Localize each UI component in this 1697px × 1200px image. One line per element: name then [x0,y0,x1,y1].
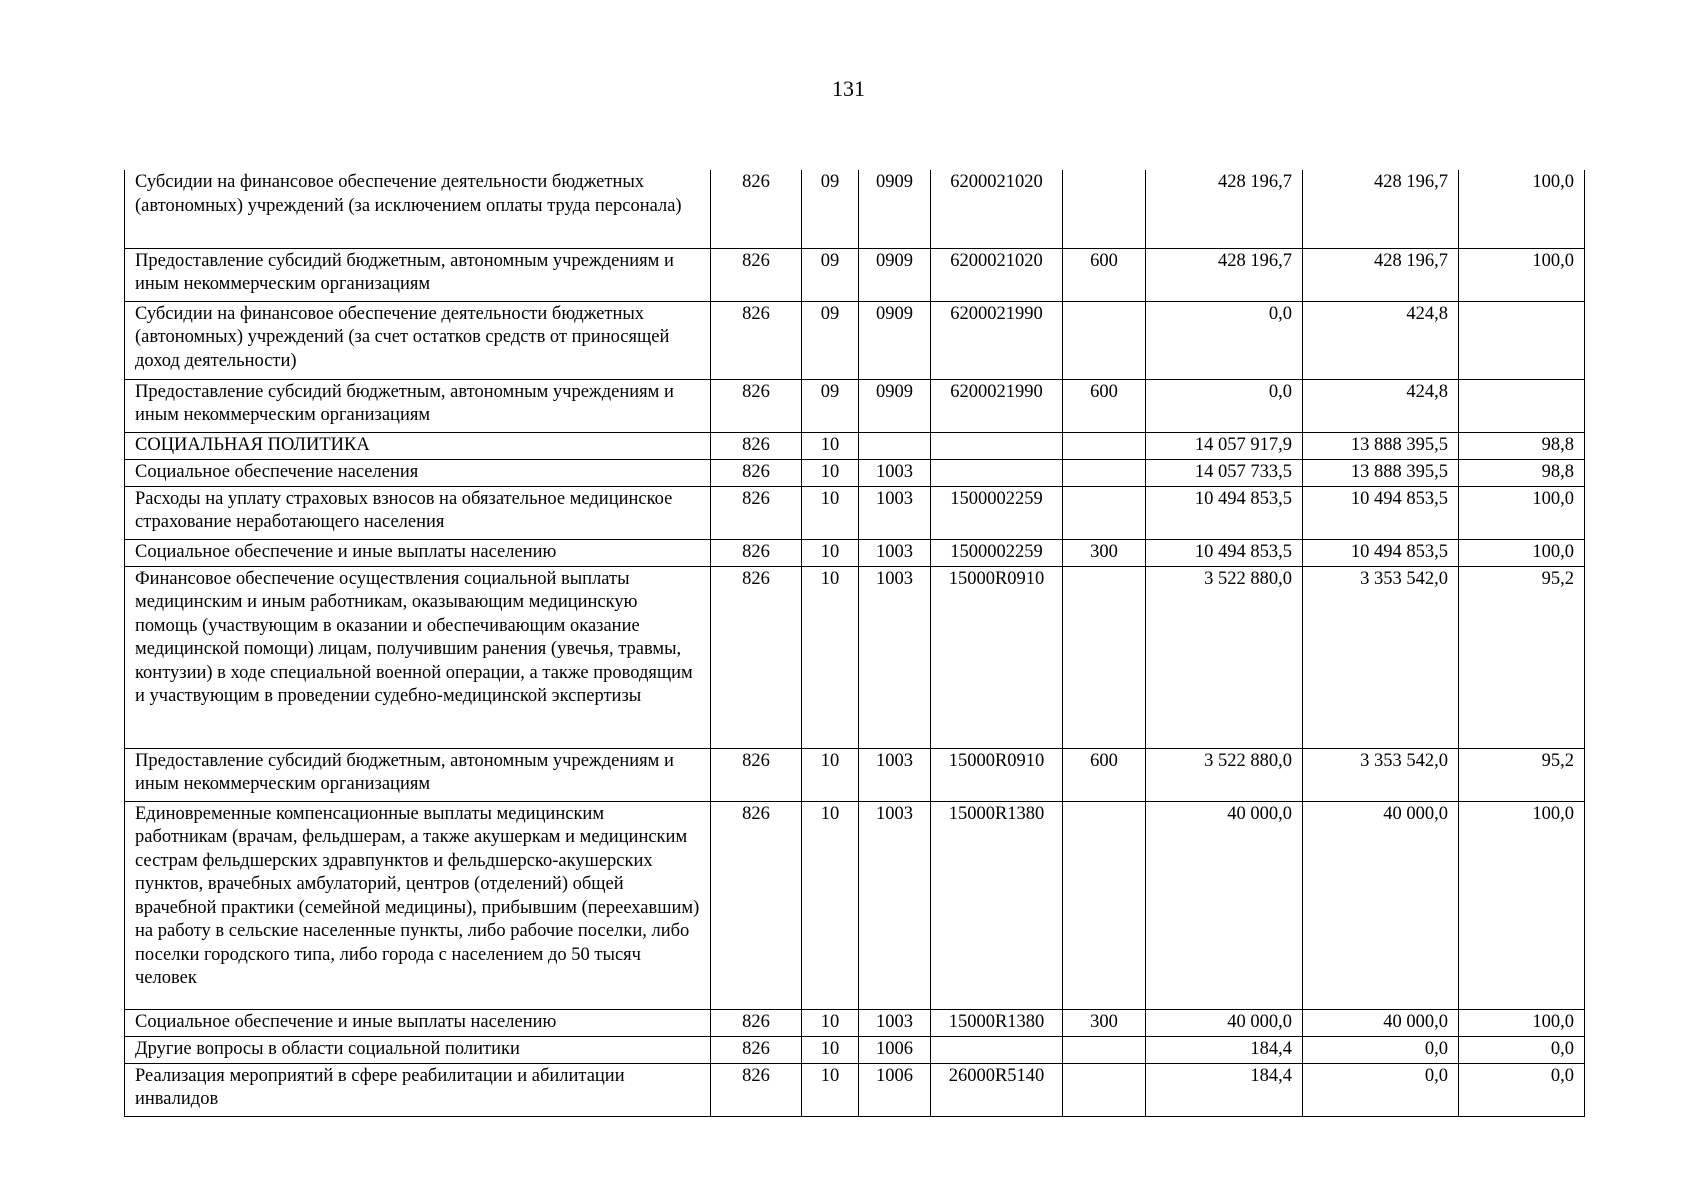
row-section-code: 10 [802,566,859,748]
row-plan-amount: 40 000,0 [1146,1009,1303,1036]
row-name: Субсидии на финансовое обеспечение деятельности бюджетных (автономных) учреждений (за счет остатков средств от приносящей доход деятельности) [125,301,711,379]
table-row [125,801,1585,1009]
row-target-article-code: 6200021020 [931,248,1063,301]
row-target-article-code: 26000R5140 [931,1063,1063,1116]
row-execution-percent: 95,2 [1459,748,1585,801]
row-plan-amount: 14 057 733,5 [1146,459,1303,486]
row-subsection-code: 1006 [859,1036,931,1063]
row-expense-type-code [1063,486,1146,539]
row-subsection-code: 0909 [859,248,931,301]
row-name: Социальное обеспечение и иные выплаты населению [125,1009,711,1036]
table-row [125,301,1585,379]
table-row [125,566,1585,748]
table-row [125,379,1585,432]
row-plan-amount: 3 522 880,0 [1146,566,1303,748]
row-grbs-code: 826 [711,170,802,248]
row-execution-percent: 95,2 [1459,566,1585,748]
row-execution-percent: 98,8 [1459,459,1585,486]
budget-execution-table [124,170,1585,1117]
row-subsection-code: 0909 [859,379,931,432]
row-expense-type-code: 600 [1063,248,1146,301]
row-plan-amount: 14 057 917,9 [1146,432,1303,459]
row-target-article-code [931,1036,1063,1063]
row-grbs-code: 826 [711,486,802,539]
row-fact-amount: 40 000,0 [1303,1009,1459,1036]
row-subsection-code: 1003 [859,566,931,748]
row-grbs-code: 826 [711,459,802,486]
row-execution-percent: 100,0 [1459,248,1585,301]
row-expense-type-code [1063,801,1146,1009]
row-section-code: 10 [802,432,859,459]
row-expense-type-code [1063,1036,1146,1063]
row-target-article-code: 15000R0910 [931,566,1063,748]
row-target-article-code [931,459,1063,486]
row-target-article-code: 1500002259 [931,539,1063,566]
row-execution-percent: 0,0 [1459,1036,1585,1063]
row-section-code: 09 [802,248,859,301]
row-grbs-code: 826 [711,566,802,748]
row-grbs-code: 826 [711,1036,802,1063]
row-target-article-code: 6200021990 [931,301,1063,379]
row-target-article-code: 6200021020 [931,170,1063,248]
row-plan-amount: 40 000,0 [1146,801,1303,1009]
row-expense-type-code [1063,432,1146,459]
table-row [125,486,1585,539]
row-name: Реализация мероприятий в сфере реабилитации и абилитации инвалидов [125,1063,711,1116]
row-fact-amount: 13 888 395,5 [1303,432,1459,459]
row-section-code: 10 [802,1009,859,1036]
table-row [125,459,1585,486]
row-name: Предоставление субсидий бюджетным, автономным учреждениям и иным некоммерческим организациям [125,379,711,432]
row-fact-amount: 3 353 542,0 [1303,566,1459,748]
row-fact-amount: 428 196,7 [1303,248,1459,301]
row-expense-type-code [1063,170,1146,248]
row-execution-percent: 0,0 [1459,1063,1585,1116]
row-subsection-code [859,432,931,459]
row-expense-type-code: 300 [1063,539,1146,566]
row-fact-amount: 10 494 853,5 [1303,539,1459,566]
row-section-code: 10 [802,539,859,566]
row-name: Предоставление субсидий бюджетным, автономным учреждениям и иным некоммерческим организациям [125,748,711,801]
table-row [125,539,1585,566]
row-expense-type-code: 600 [1063,748,1146,801]
row-plan-amount: 428 196,7 [1146,170,1303,248]
row-execution-percent: 100,0 [1459,801,1585,1009]
row-fact-amount: 0,0 [1303,1063,1459,1116]
row-name: Финансовое обеспечение осуществления социальной выплаты медицинским и иным работникам, оказывающим медицинскую помощь (участвующим в оказании и обеспечивающим оказание медицинской помощи) лицам, получившим ранения (увечья, травмы, контузии) в ходе специальной военной операции, а также проводящим и участвующим в проведении судебно-медицинской экспертизы [125,566,711,748]
row-fact-amount: 424,8 [1303,301,1459,379]
row-section-code: 09 [802,301,859,379]
row-section-code: 10 [802,459,859,486]
row-subsection-code: 1003 [859,539,931,566]
table-row [125,1036,1585,1063]
row-name: Другие вопросы в области социальной политики [125,1036,711,1063]
row-target-article-code: 15000R1380 [931,1009,1063,1036]
row-target-article-code: 1500002259 [931,486,1063,539]
row-expense-type-code [1063,566,1146,748]
row-grbs-code: 826 [711,248,802,301]
row-subsection-code: 1003 [859,486,931,539]
row-grbs-code: 826 [711,748,802,801]
row-name: СОЦИАЛЬНАЯ ПОЛИТИКА [125,432,711,459]
row-subsection-code: 1003 [859,801,931,1009]
row-plan-amount: 10 494 853,5 [1146,539,1303,566]
table-row [125,748,1585,801]
row-grbs-code: 826 [711,1063,802,1116]
row-expense-type-code [1063,459,1146,486]
row-section-code: 10 [802,748,859,801]
row-target-article-code: 6200021990 [931,379,1063,432]
row-grbs-code: 826 [711,801,802,1009]
row-expense-type-code: 300 [1063,1009,1146,1036]
row-execution-percent: 100,0 [1459,486,1585,539]
row-subsection-code: 0909 [859,170,931,248]
row-subsection-code: 1003 [859,748,931,801]
row-fact-amount: 10 494 853,5 [1303,486,1459,539]
row-section-code: 10 [802,1036,859,1063]
table-row [125,1063,1585,1116]
row-target-article-code: 15000R1380 [931,801,1063,1009]
row-execution-percent: 100,0 [1459,170,1585,248]
row-expense-type-code [1063,1063,1146,1116]
page-number: 131 [832,76,865,101]
row-section-code: 09 [802,379,859,432]
row-fact-amount: 3 353 542,0 [1303,748,1459,801]
row-target-article-code: 15000R0910 [931,748,1063,801]
row-section-code: 10 [802,801,859,1009]
table-row [125,170,1585,248]
row-execution-percent [1459,301,1585,379]
row-fact-amount: 424,8 [1303,379,1459,432]
row-plan-amount: 184,4 [1146,1036,1303,1063]
row-subsection-code: 1003 [859,459,931,486]
row-plan-amount: 10 494 853,5 [1146,486,1303,539]
row-subsection-code: 1006 [859,1063,931,1116]
row-name: Социальное обеспечение населения [125,459,711,486]
row-name: Расходы на уплату страховых взносов на обязательное медицинское страхование неработающего населения [125,486,711,539]
row-plan-amount: 428 196,7 [1146,248,1303,301]
row-name: Социальное обеспечение и иные выплаты населению [125,539,711,566]
row-fact-amount: 40 000,0 [1303,801,1459,1009]
row-section-code: 10 [802,486,859,539]
row-grbs-code: 826 [711,301,802,379]
row-plan-amount: 0,0 [1146,301,1303,379]
row-fact-amount: 13 888 395,5 [1303,459,1459,486]
row-subsection-code: 1003 [859,1009,931,1036]
row-expense-type-code [1063,301,1146,379]
row-plan-amount: 184,4 [1146,1063,1303,1116]
row-grbs-code: 826 [711,1009,802,1036]
row-execution-percent: 98,8 [1459,432,1585,459]
row-grbs-code: 826 [711,539,802,566]
row-grbs-code: 826 [711,432,802,459]
row-execution-percent: 100,0 [1459,1009,1585,1036]
table-row [125,248,1585,301]
row-plan-amount: 0,0 [1146,379,1303,432]
row-fact-amount: 428 196,7 [1303,170,1459,248]
row-plan-amount: 3 522 880,0 [1146,748,1303,801]
row-name: Предоставление субсидий бюджетным, автономным учреждениям и иным некоммерческим организациям [125,248,711,301]
row-grbs-code: 826 [711,379,802,432]
row-section-code: 09 [802,170,859,248]
row-expense-type-code: 600 [1063,379,1146,432]
row-execution-percent [1459,379,1585,432]
row-name: Субсидии на финансовое обеспечение деятельности бюджетных (автономных) учреждений (за исключением оплаты труда персонала) [125,170,711,248]
row-target-article-code [931,432,1063,459]
row-name: Единовременные компенсационные выплаты медицинским работникам (врачам, фельдшерам, а также акушеркам и медицинским сестрам фельдшерских здравпунктов и фельдшерско-акушерских пунктов, врачебных амбулаторий, центров (отделений) общей врачебной практики (семейной медицины), прибывшим (переехавшим) на работу в сельские населенные пункты, либо рабочие поселки, либо поселки городского типа, либо города с населением до 50 тысяч человек [125,801,711,1009]
row-section-code: 10 [802,1063,859,1116]
row-subsection-code: 0909 [859,301,931,379]
table-row [125,1009,1585,1036]
row-fact-amount: 0,0 [1303,1036,1459,1063]
table-row [125,432,1585,459]
row-execution-percent: 100,0 [1459,539,1585,566]
